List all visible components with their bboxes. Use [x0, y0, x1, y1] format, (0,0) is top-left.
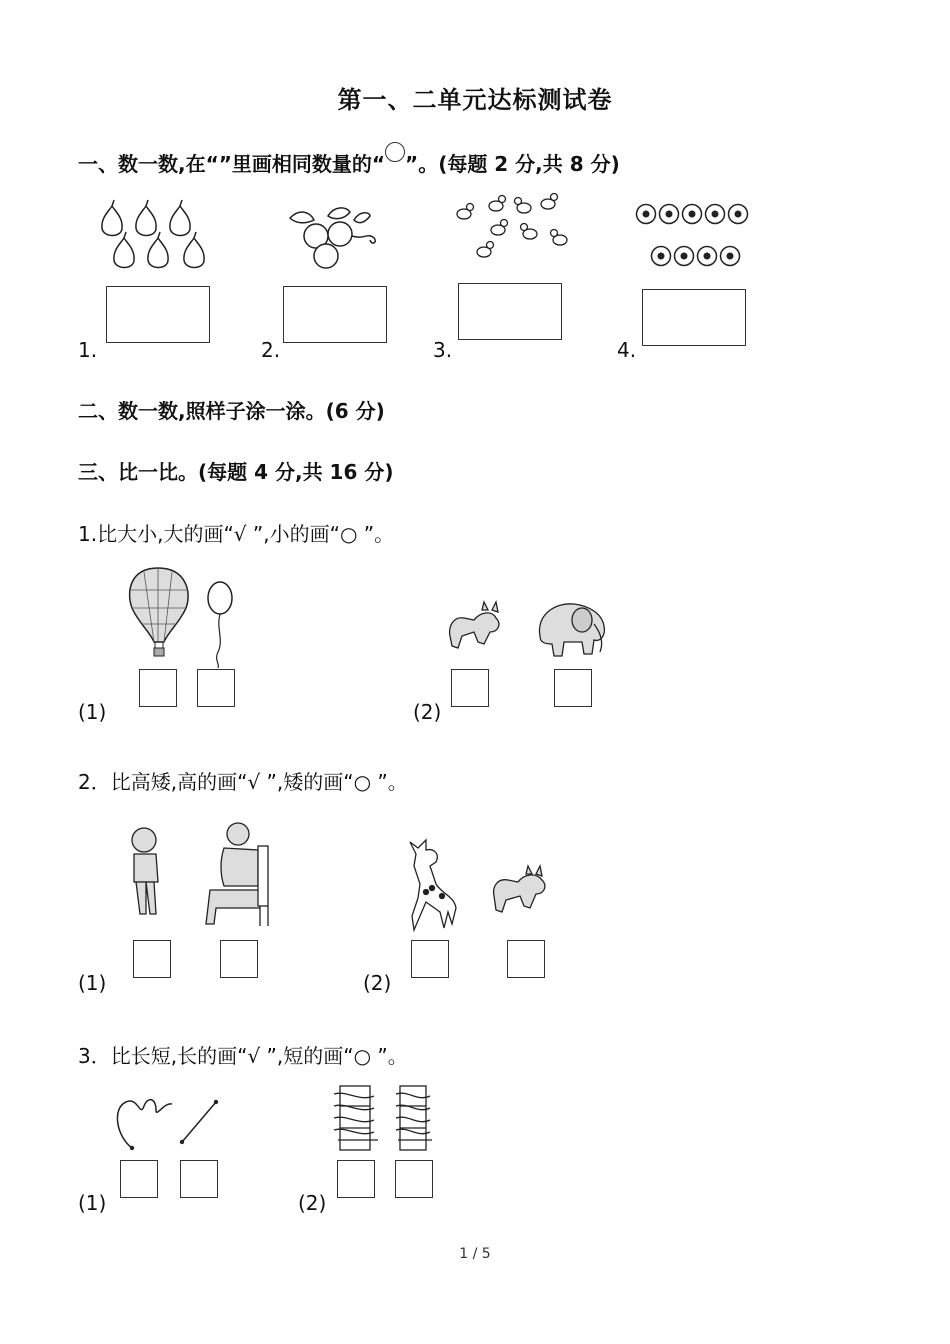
heading-part-a: 一、数一数,在“ — [78, 152, 219, 176]
curve-line-picture — [110, 1094, 226, 1152]
section2-heading: 二、数一数,照样子涂一涂。(6 分) — [78, 399, 385, 423]
q3-3-prompt: 3．比长短,长的画“√ ”,短的画“○ ”。 — [78, 1044, 408, 1068]
pears-picture — [96, 198, 216, 276]
q3-1-part1-label: (1) — [78, 700, 107, 724]
q3-3-part1-label: (1) — [78, 1191, 107, 1215]
deer-cat-picture — [396, 836, 552, 932]
spring-ropes-picture — [330, 1084, 434, 1154]
hot-air-balloon-picture — [124, 566, 244, 668]
section3-heading: 三、比一比。(每题 4 分,共 16 分) — [78, 460, 394, 484]
q1-label-3: 3. — [433, 338, 453, 362]
page-title: 第一、二单元达标测试卷 — [337, 86, 613, 114]
section1-heading — [78, 148, 620, 177]
page-number: 1 / 5 — [459, 1246, 491, 1262]
answer-box-straight[interactable] — [180, 1160, 218, 1198]
answer-box-man[interactable] — [220, 940, 258, 978]
chicks-picture — [450, 192, 572, 270]
heading-part-b: ”里画相同数量的“ — [218, 152, 386, 176]
q3-2-part1-label: (1) — [78, 971, 107, 995]
circle-icon — [385, 142, 405, 162]
answer-box-elephant[interactable] — [554, 669, 592, 707]
answer-box-balloon-small[interactable] — [197, 669, 235, 707]
q1-label-1: 1. — [78, 338, 98, 362]
answer-box-cat-small[interactable] — [507, 940, 545, 978]
q3-1-prompt: 1.比大小,大的画“√ ”,小的画“○ ”。 — [78, 522, 395, 546]
answer-box-balloon-large[interactable] — [139, 669, 177, 707]
answer-box-rope-1[interactable] — [337, 1160, 375, 1198]
answer-box-cat[interactable] — [451, 669, 489, 707]
answer-box-rope-2[interactable] — [395, 1160, 433, 1198]
q3-3-part2-label: (2) — [298, 1191, 327, 1215]
answer-box-4[interactable] — [642, 289, 746, 346]
q1-label-2: 2. — [261, 338, 281, 362]
q3-2-prompt: 2．比高矮,高的画“√ ”,矮的画“○ ”。 — [78, 770, 408, 794]
q3-2-part2-label: (2) — [363, 971, 392, 995]
answer-box-deer[interactable] — [411, 940, 449, 978]
q3-1-part2-label: (2) — [413, 700, 442, 724]
answer-box-1[interactable] — [106, 286, 210, 343]
answer-box-boy[interactable] — [133, 940, 171, 978]
answer-box-3[interactable] — [458, 283, 562, 340]
answer-box-curve[interactable] — [120, 1160, 158, 1198]
soccer-balls-picture — [634, 200, 750, 270]
cat-elephant-picture — [444, 596, 610, 660]
answer-box-2[interactable] — [283, 286, 387, 343]
fruit-branch-picture — [284, 204, 388, 270]
heading-part-c: ”。(每题 2 分,共 8 分) — [405, 152, 620, 176]
q1-label-4: 4. — [617, 338, 637, 362]
boy-man-picture — [120, 820, 276, 930]
